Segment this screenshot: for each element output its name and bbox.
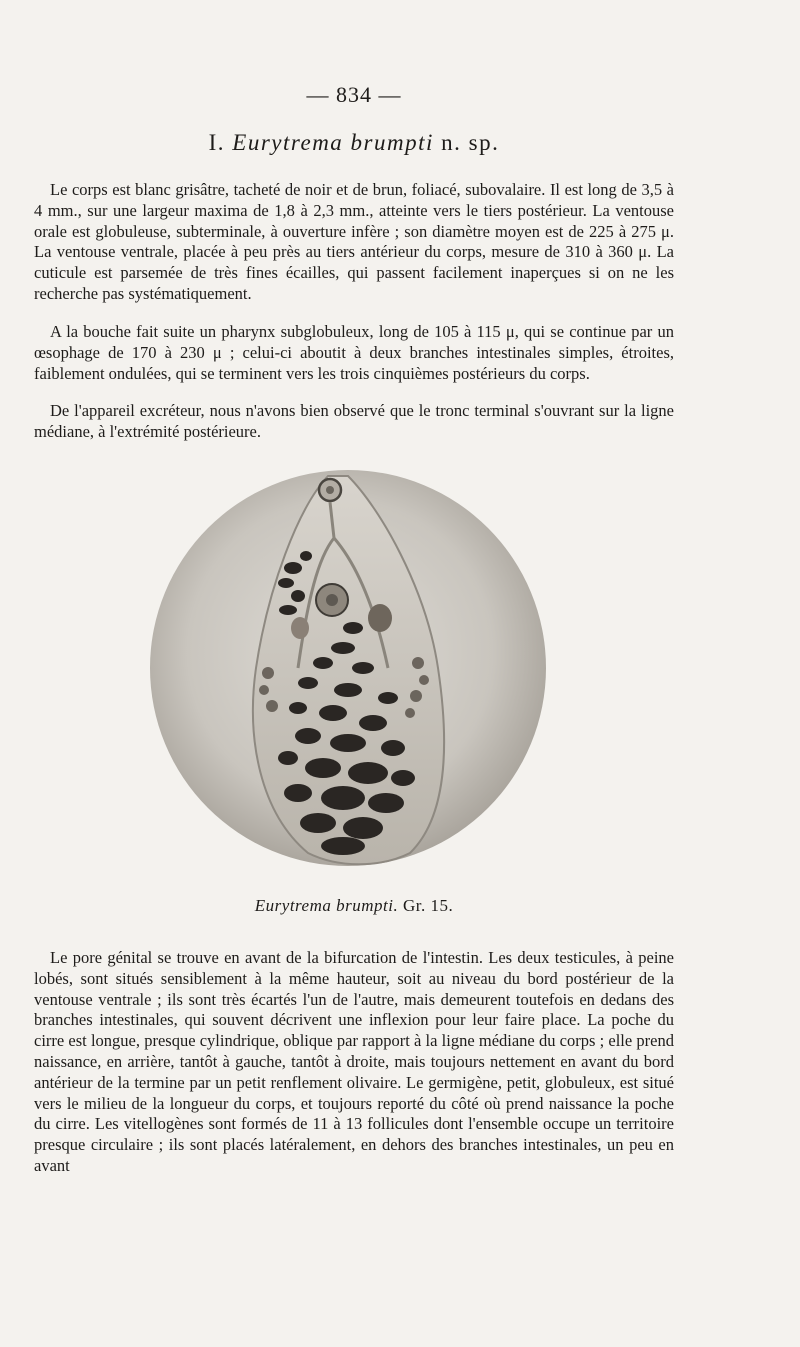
species-suffix: n. sp. xyxy=(441,130,500,155)
specimen-photograph xyxy=(148,468,548,868)
page-number: — 834 — xyxy=(306,82,402,107)
page xyxy=(34,0,674,1347)
paragraph-genital: Le pore génital se trouve en avant de la bifurcation de l'intestin. Les deux testicules, à peine lobés, sont situés sensiblement à la même hauteur, soit au niveau du bord postérieur de la ventouse ventrale ; ils sont très écartés l'un de l'autre, mais demeurent toutefois en dedans des branches intestinales, qui souvent décrivent une inflexion pour leur faire place. La poche du cirre est longue, presque cylindrique, oblique par rapport à la ligne médiane du corps ; elle prend naissance, en arrière, tantôt à gauche, tantôt à droite, mais toujours nettement en avant du bord antérieur de la termine par un petit renflement olivaire. Le germigène, petit, globuleux, est situé vers le milieu de la longueur du corps, et toujours reporté du côté où prend naissance la poche du cirre. Les vitellogènes sont formés de 11 à 13 follicules dont l'ensemble occupe un territoire presque circulaire ; ils sont placés latéralement, en dehors des branches intestinales, un peu en avant xyxy=(34,948,674,1175)
figure-caption-scale: Gr. 15. xyxy=(402,896,454,915)
figure-caption xyxy=(34,896,674,916)
section-numeral: I. xyxy=(208,130,226,155)
paragraph-digestive: A la bouche fait suite un pharynx subglobuleux, long de 105 à 115 μ, qui se continue par un œsophage de 170 à 230 μ ; celui-ci aboutit à deux branches intestinales simples, étroites, faiblement ondulées, qui se terminent vers les trois cinquièmes postérieurs du corps. xyxy=(34,322,674,383)
figure-caption-name: Eurytrema brumpti. xyxy=(254,896,399,915)
paragraph-excretory: De l'appareil excréteur, nous n'avons bien observé que le tronc terminal s'ouvrant sur la ligne médiane, à l'extrémité postérieure. xyxy=(34,401,674,441)
species-name: Eurytrema brumpti xyxy=(232,130,434,155)
section-title xyxy=(34,130,674,156)
paragraph-body-description: Le corps est blanc grisâtre, tacheté de noir et de brun, foliacé, subovalaire. Il est long de 3,5 à 4 mm., sur une largeur maxima de 1,8 à 2,3 mm., atteinte vers le tiers postérieur. La ventouse orale est globuleuse, subterminale, à ouverture infère ; son diamètre moyen est de 225 à 275 μ. La ventouse ventrale, placée à peu près au tiers antérieur du corps, mesure de 310 à 360 μ. La cuticule est parsemée de très fines écailles, qui passent facilement inaperçues si on ne les recherche pas systématiquement. xyxy=(34,180,674,303)
